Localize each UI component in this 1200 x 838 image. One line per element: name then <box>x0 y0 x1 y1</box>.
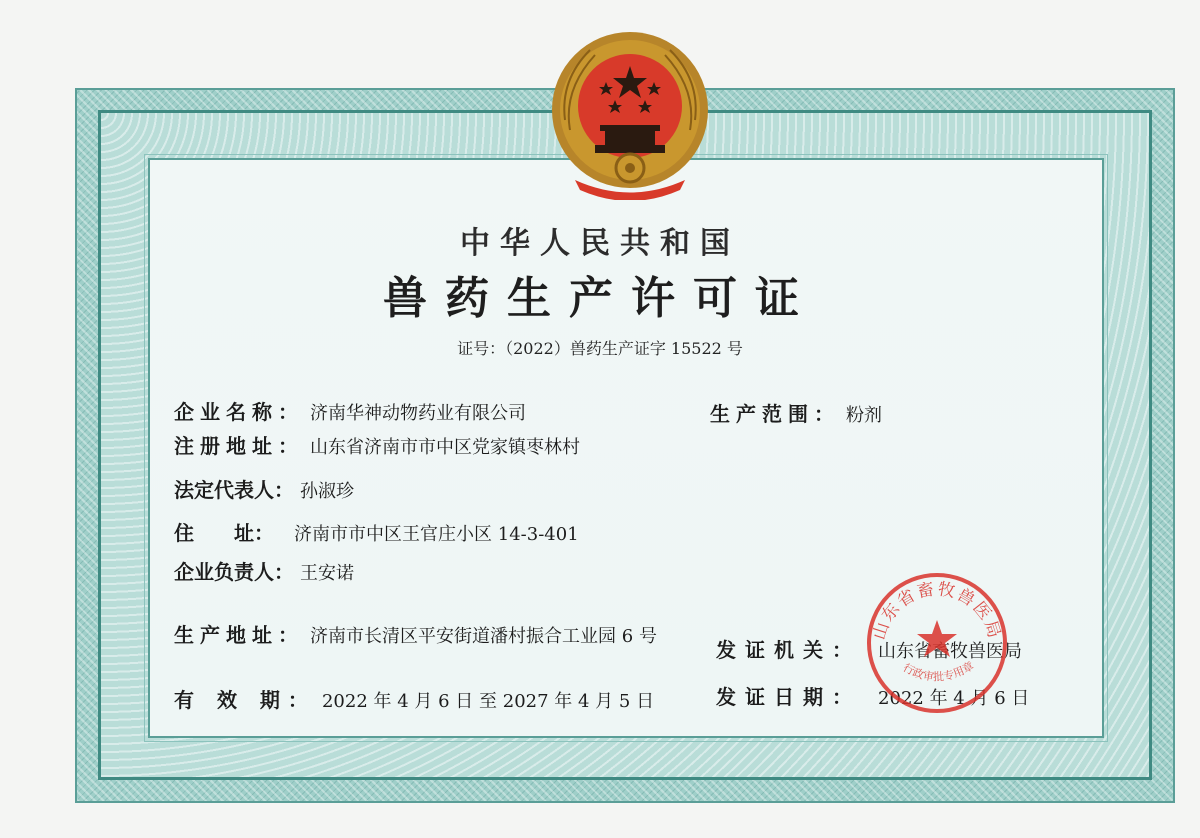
certificate-number: 证号：（2022）兽药生产证字 15522 号 <box>457 339 743 358</box>
person-in-charge-label: 企业负责人： <box>174 560 294 584</box>
production-scope-value: 粉剂 <box>846 405 883 426</box>
production-scope-row <box>710 398 882 427</box>
issue-date-value: 2022 年 4 月 6 日 <box>878 688 1030 709</box>
certificate-title: 兽药生产许可证 <box>383 273 817 324</box>
country-name: 中华人民共和国 <box>460 226 740 261</box>
national-emblem-icon <box>545 30 715 200</box>
issuing-authority-value: 山东省畜牧兽医局 <box>878 641 1023 662</box>
legal-representative-label: 法定代表人： <box>174 478 294 502</box>
company-name-row <box>174 396 526 425</box>
person-in-charge-value: 王安诺 <box>300 563 355 584</box>
legal-representative-row <box>174 474 354 503</box>
registered-address-value: 山东省济南市市中区党家镇枣林村 <box>310 437 581 458</box>
production-address-value: 济南市长清区平安街道潘村振合工业园 6 号 <box>310 626 657 647</box>
svg-text:行政审批专用章: 行政审批专用章 <box>900 659 977 684</box>
company-name-value: 济南华神动物药业有限公司 <box>310 403 527 424</box>
validity-label: 有 效 期： <box>174 688 316 712</box>
issue-date-label: 发证日期： <box>716 685 861 709</box>
residence-value: 济南市市中区王官庄小区 14-3-401 <box>294 524 579 545</box>
svg-text:山东省畜牧兽医局: 山东省畜牧兽医局 <box>869 579 1005 643</box>
legal-representative-value: 孙淑珍 <box>300 481 355 502</box>
person-in-charge-row <box>174 556 354 585</box>
residence-label: 住 址： <box>174 521 274 545</box>
company-name-label: 企业名称： <box>174 400 304 424</box>
validity-row <box>174 684 654 713</box>
production-address-label: 生产地址： <box>174 623 304 647</box>
production-address-row <box>174 619 657 648</box>
issuing-authority-label: 发证机关： <box>716 638 861 662</box>
registered-address-row <box>174 430 580 459</box>
official-seal-stamp <box>862 568 1012 718</box>
residence-row <box>174 517 579 546</box>
registered-address-label: 注册地址： <box>174 434 304 458</box>
production-scope-label: 生产范围： <box>710 402 840 426</box>
validity-value: 2022 年 4 月 6 日 至 2027 年 4 月 5 日 <box>321 691 655 712</box>
